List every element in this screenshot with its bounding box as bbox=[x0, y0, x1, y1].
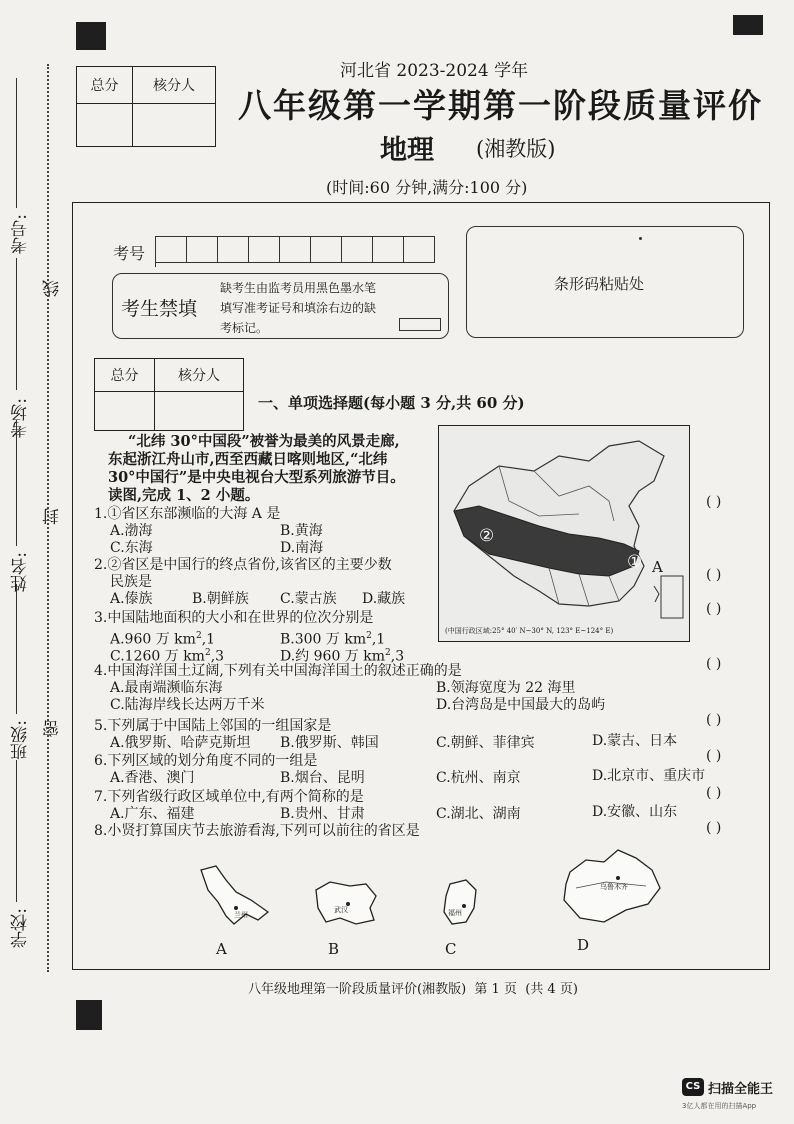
map-caption: (中国行政区域:25° 40′ N~30° N, 123° E~124° E) bbox=[445, 627, 614, 635]
score-checker-label: 核分人 bbox=[132, 67, 215, 104]
q4-option-c: C.陆海岸线长达两万千米 bbox=[110, 697, 265, 713]
province-c bbox=[440, 878, 482, 932]
q6-option-b: B.烟台、昆明 bbox=[280, 770, 365, 786]
intro-line-1: “北纬 30°中国段”被誉为最美的风景走廊, bbox=[128, 433, 400, 450]
q5-stem: 5.下列属于中国陆上邻国的一组国家是 bbox=[94, 718, 332, 734]
answer-bracket-q3[interactable]: ( ) bbox=[706, 601, 722, 617]
corner-mark-bottom-left bbox=[76, 1000, 102, 1030]
q3-option-a-text: A.960 万 km bbox=[110, 631, 196, 648]
q7-option-b: B.贵州、甘肃 bbox=[280, 806, 365, 822]
forbid-note-3: 考标记。 bbox=[220, 321, 269, 335]
map-label-1: ① bbox=[627, 552, 643, 572]
province-b-shape bbox=[312, 878, 380, 928]
province-c-shape bbox=[440, 878, 482, 928]
province-d-label: D bbox=[577, 936, 590, 954]
side-secret-char: 密 bbox=[43, 720, 63, 737]
q3-option-a-sup: 2 bbox=[195, 631, 202, 641]
q8-stem: 8.小贤打算国庆节去旅游看海,下列可以前往的省区是 bbox=[94, 823, 420, 839]
province-c-label: C bbox=[445, 940, 457, 958]
q5-option-d: D.蒙古、日本 bbox=[592, 733, 678, 749]
q3-option-b-sup: 2 bbox=[366, 631, 372, 641]
score-checker-cell[interactable] bbox=[132, 104, 215, 147]
page-footer: 八年级地理第一阶段质量评价(湘教版) 第 1 页 (共 4 页) bbox=[248, 982, 578, 997]
answer-bracket-q7[interactable]: ( ) bbox=[706, 785, 722, 801]
q5-option-b: B.俄罗斯、韩国 bbox=[280, 735, 379, 751]
q7-option-a: A.广东、福建 bbox=[110, 806, 195, 822]
q6-option-c: C.杭州、南京 bbox=[436, 770, 521, 786]
score-total-cell[interactable] bbox=[77, 104, 133, 147]
binding-dotted-line bbox=[47, 64, 49, 972]
q3-option-d-text: D.约 960 万 km bbox=[280, 648, 386, 665]
section-checker-cell[interactable] bbox=[155, 392, 244, 431]
side-exam-no: 考号: bbox=[11, 214, 31, 254]
q1-option-b: B.黄海 bbox=[280, 523, 323, 539]
cs-logo-text: CS bbox=[685, 1081, 701, 1092]
intro-line-4: 读图,完成 1、2 小题。 bbox=[108, 487, 260, 504]
section-checker-label: 核分人 bbox=[155, 359, 244, 392]
intro-line-3: 30°中国行”是中央电视台大型系列旅游节目。 bbox=[108, 469, 405, 486]
side-class: 班级: bbox=[11, 720, 31, 760]
q6-option-a: A.香港、澳门 bbox=[110, 770, 195, 786]
barcode-box bbox=[466, 226, 744, 338]
q2-option-b: B.朝鲜族 bbox=[192, 591, 249, 607]
exam-no-cells[interactable] bbox=[155, 236, 435, 267]
province-a bbox=[196, 862, 276, 934]
forbid-label: 考生禁填 bbox=[121, 298, 198, 320]
province-d-city: 乌鲁木齐 bbox=[600, 883, 628, 891]
header-province-year: 河北省 2023-2024 学年 bbox=[340, 61, 529, 81]
watermark-name: 扫描全能王 bbox=[708, 1082, 774, 1097]
forbid-box bbox=[112, 273, 449, 339]
answer-bracket-q2[interactable]: ( ) bbox=[706, 567, 722, 583]
q6-stem: 6.下列区域的划分角度不同的一组是 bbox=[94, 753, 318, 769]
province-b-label: B bbox=[328, 940, 340, 958]
q2-option-d: D.藏族 bbox=[362, 591, 406, 607]
forbid-note-1: 缺考生由监考员用黑色墨水笔 bbox=[220, 281, 377, 295]
q2-option-a: A.傣族 bbox=[110, 591, 153, 607]
forbid-note-2: 填写准考证号和填涂右边的缺 bbox=[220, 301, 377, 315]
q4-stem: 4.中国海洋国土辽阔,下列有关中国海洋国土的叙述正确的是 bbox=[94, 663, 462, 679]
china-map bbox=[438, 425, 690, 642]
q7-option-d: D.安徽、山东 bbox=[592, 804, 678, 820]
q3-stem: 3.中国陆地面积的大小和在世界的位次分别是 bbox=[94, 610, 374, 626]
q3-option-b-unit: ,1 bbox=[371, 631, 386, 648]
q5-option-a: A.俄罗斯、哈萨克斯坦 bbox=[110, 735, 251, 751]
answer-bracket-q8[interactable]: ( ) bbox=[706, 820, 722, 836]
corner-mark-top-left bbox=[76, 22, 106, 50]
q3-option-d-unit: ,3 bbox=[390, 648, 405, 665]
q1-option-a: A.渤海 bbox=[110, 523, 153, 539]
score-total-label: 总分 bbox=[77, 67, 133, 104]
province-b bbox=[312, 878, 380, 932]
score-table-top bbox=[76, 66, 216, 147]
map-label-a: A bbox=[652, 558, 663, 576]
side-school: 学校: bbox=[11, 908, 31, 948]
section-total-cell[interactable] bbox=[95, 392, 155, 431]
q2-stem: 2.②省区是中国行的终点省份,该省区的主要少数 bbox=[94, 557, 392, 573]
side-line-name bbox=[16, 420, 17, 546]
side-line-school bbox=[16, 760, 17, 902]
q3-option-c-text: C.1260 万 km bbox=[110, 648, 205, 665]
q4-option-a: A.最南端濒临东海 bbox=[110, 680, 223, 696]
province-c-city: 福州 bbox=[448, 909, 462, 917]
side-line-exam-no bbox=[16, 78, 17, 208]
q1-stem: 1.①省区东部濒临的大海 A 是 bbox=[94, 506, 281, 522]
barcode-label: 条形码粘贴处 bbox=[554, 275, 645, 293]
q4-option-b: B.领海宽度为 22 海里 bbox=[436, 680, 576, 696]
corner-mark-top-right bbox=[733, 15, 763, 35]
side-room: 考场: bbox=[11, 398, 31, 438]
section-total-label: 总分 bbox=[95, 359, 155, 392]
province-a-city: 兰州 bbox=[234, 911, 248, 919]
province-b-city: 武汉 bbox=[334, 906, 348, 914]
q5-option-c: C.朝鲜、菲律宾 bbox=[436, 735, 535, 751]
section-title: 一、单项选择题(每小题 3 分,共 60 分) bbox=[258, 394, 525, 412]
q2-option-c: C.蒙古族 bbox=[280, 591, 337, 607]
answer-bracket-q4[interactable]: ( ) bbox=[706, 656, 722, 672]
q3-option-c-sup: 2 bbox=[204, 648, 211, 658]
header-subject: 地理 bbox=[380, 135, 434, 166]
q1-option-c: C.东海 bbox=[110, 540, 153, 556]
side-name: 姓名: bbox=[11, 552, 31, 592]
q6-option-d: D.北京市、重庆市 bbox=[592, 768, 706, 784]
q3-option-b-text: B.300 万 km bbox=[280, 631, 367, 648]
header-edition: (湘教版) bbox=[476, 137, 556, 161]
province-a-label: A bbox=[216, 940, 227, 958]
side-seal-char: 封 bbox=[43, 508, 63, 525]
side-line-room bbox=[16, 258, 17, 390]
map-label-2: ② bbox=[479, 526, 495, 546]
intro-line-2: 东起浙江舟山市,西至西藏日喀则地区,“北纬 bbox=[108, 451, 388, 468]
barcode-dot bbox=[639, 237, 642, 240]
q7-stem: 7.下列省级行政区域单位中,有两个简称的是 bbox=[94, 789, 364, 805]
cs-logo-icon bbox=[682, 1078, 704, 1096]
score-table-section bbox=[94, 358, 244, 431]
q7-option-c: C.湖北、湖南 bbox=[436, 806, 521, 822]
side-line-char: 线 bbox=[43, 280, 63, 297]
answer-bracket-q5[interactable]: ( ) bbox=[706, 712, 722, 728]
q3-option-d-sup: 2 bbox=[385, 648, 391, 658]
china-map-svg bbox=[439, 426, 689, 641]
answer-bracket-q1[interactable]: ( ) bbox=[706, 494, 722, 510]
q3-option-a-unit: ,1 bbox=[201, 631, 216, 648]
q2-stem-2: 民族是 bbox=[110, 574, 152, 590]
absent-mark-box[interactable] bbox=[399, 318, 441, 331]
q1-option-d: D.南海 bbox=[280, 540, 324, 556]
exam-no-label: 考号 bbox=[113, 244, 146, 263]
watermark-tagline: 3亿人都在用的扫描App bbox=[682, 1102, 757, 1110]
q3-option-c-unit: ,3 bbox=[210, 648, 225, 665]
side-line-class bbox=[16, 584, 17, 714]
q4-option-d: D.台湾岛是中国最大的岛屿 bbox=[436, 697, 606, 713]
province-d bbox=[556, 848, 666, 934]
page-title: 八年级第一学期第一阶段质量评价 bbox=[238, 86, 763, 125]
answer-bracket-q6[interactable]: ( ) bbox=[706, 748, 722, 764]
header-time-score: (时间:60 分钟,满分:100 分) bbox=[326, 178, 528, 197]
